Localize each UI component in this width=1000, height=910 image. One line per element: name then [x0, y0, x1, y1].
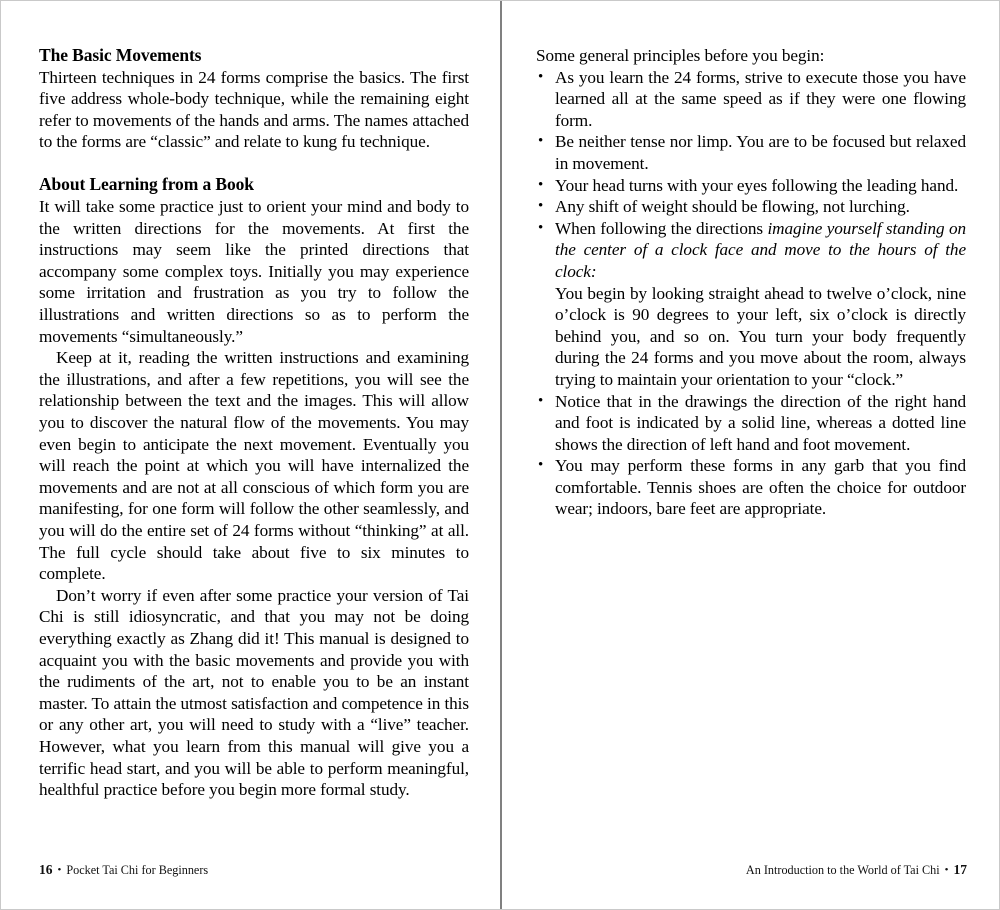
right-page-footer-title: An Introduction to the World of Tai Chi — [745, 863, 940, 877]
list-item-clock-metaphor — [536, 218, 966, 283]
bullet-dot-icon: • — [538, 457, 544, 474]
right-page-footer — [746, 862, 967, 878]
left-page-footer-title: Pocket Tai Chi for Beginners — [66, 863, 209, 877]
list-item-text: You may perform these forms in any garb that you find comfortable. Tennis shoes are often the choice for outdoor wear; indoors, bare feet are appropriate. — [555, 456, 966, 519]
list-item — [536, 67, 966, 132]
general-principles-list — [536, 67, 966, 520]
bullet-dot-icon: • — [538, 133, 544, 150]
list-item — [536, 175, 966, 197]
list-item-text: Notice that in the drawings the direction of the right hand and foot is indicated by a solid line, whereas a dotted line shows the direction of left hand and foot movement. — [555, 391, 966, 454]
bullet-dot-icon: • — [538, 198, 544, 215]
paragraph-keep-at-it: Keep at it, reading the written instructions and examining the illustrations, and after a few repetitions, you will see the relationship between the text and the images. This will allow you to discover the natural flow of the movements. You may even begin to anticipate the next movement. Eventually you will reach the point at which you will have internalized the movements and are not at all conscious of which form you are manifesting, for one form will follow the other seamlessly, and you will do the entire set of 24 forms without “thinking” at all. The full cycle should take about five to six minutes to complete. — [39, 348, 469, 584]
footer-separator-dot-icon: • — [57, 864, 62, 876]
left-page — [1, 1, 500, 910]
list-item — [536, 131, 966, 174]
list-item — [536, 455, 966, 520]
bullet-dot-icon: • — [538, 392, 544, 409]
list-item — [536, 196, 966, 218]
right-page — [502, 1, 1000, 910]
clock-metaphor-continuation-paragraph: You begin by looking straight ahead to twelve o’clock, nine o’clock is 90 degrees to your left, six o’clock is directly behind you, and so on. You turn your body frequently during the 24 forms and you move about the room, always trying to maintain your orientation to your “clock.” — [555, 283, 966, 389]
bullet-dot-icon: • — [538, 68, 544, 85]
list-item — [536, 391, 966, 456]
section-heading-basic-movements: The Basic Movements — [39, 45, 202, 65]
bullet-dot-icon: • — [538, 219, 544, 236]
list-item-text: Your head turns with your eyes following the leading hand. — [555, 175, 959, 195]
paragraph-basic-movements: Thirteen techniques in 24 forms comprise the basics. The first five address whole-body technique, while the remaining eight refer to movements of the hands and arms. The names attached to the forms are “classic” and relate to kung fu technique. — [39, 67, 469, 152]
principles-intro-line: Some general principles before you begin: — [536, 46, 825, 65]
section-heading-about-learning-from-a-book: About Learning from a Book — [39, 174, 254, 195]
paragraph-learning-intro: It will take some practice just to orient your mind and body to the written directions for the movements. At first the instructions may seem like the printed directions that accompany some complex toys. Initially you may experience some irritation and frustration as you try to follow the illustrations and written directions so as to perform the movements “simultaneously.” — [39, 197, 469, 346]
bullet-dot-icon: • — [538, 176, 544, 193]
right-page-number: 17 — [953, 862, 967, 877]
clock-item-lead-text: When following the directions — [555, 218, 768, 238]
list-item-text: As you learn the 24 forms, strive to execute those you have learned all at the same speed as if they were one flowing form. — [555, 67, 966, 130]
right-page-text-column — [536, 45, 966, 520]
paragraph-dont-worry: Don’t worry if even after some practice your version of Tai Chi is still idiosyncratic, and that you may not be doing everything exactly as Zhang did it! This manual is designed to acquaint you with the basic movements and provide you with the rudiments of the art, not to enable you to be an instant master. To attain the utmost satisfaction and competence in this or any other art, you will need to study with a “live” teacher. However, what you learn from this manual will give you a terrific head start, and you will be able to perform meaningful, healthful practice before you begin more formal study. — [39, 585, 469, 800]
left-page-footer — [39, 862, 208, 878]
footer-separator-dot-icon: • — [944, 864, 949, 876]
list-item-text — [555, 218, 966, 283]
left-page-text-column — [39, 45, 469, 801]
list-item-text: Be neither tense nor limp. You are to be focused but relaxed in movement. — [555, 132, 966, 173]
left-page-number: 16 — [39, 862, 53, 877]
list-item-text: Any shift of weight should be flowing, not lurching. — [555, 197, 910, 217]
clock-item-italic-phrase: imagine yourself standing on the center of a clock face and move to the hours of the clock: — [555, 218, 967, 281]
